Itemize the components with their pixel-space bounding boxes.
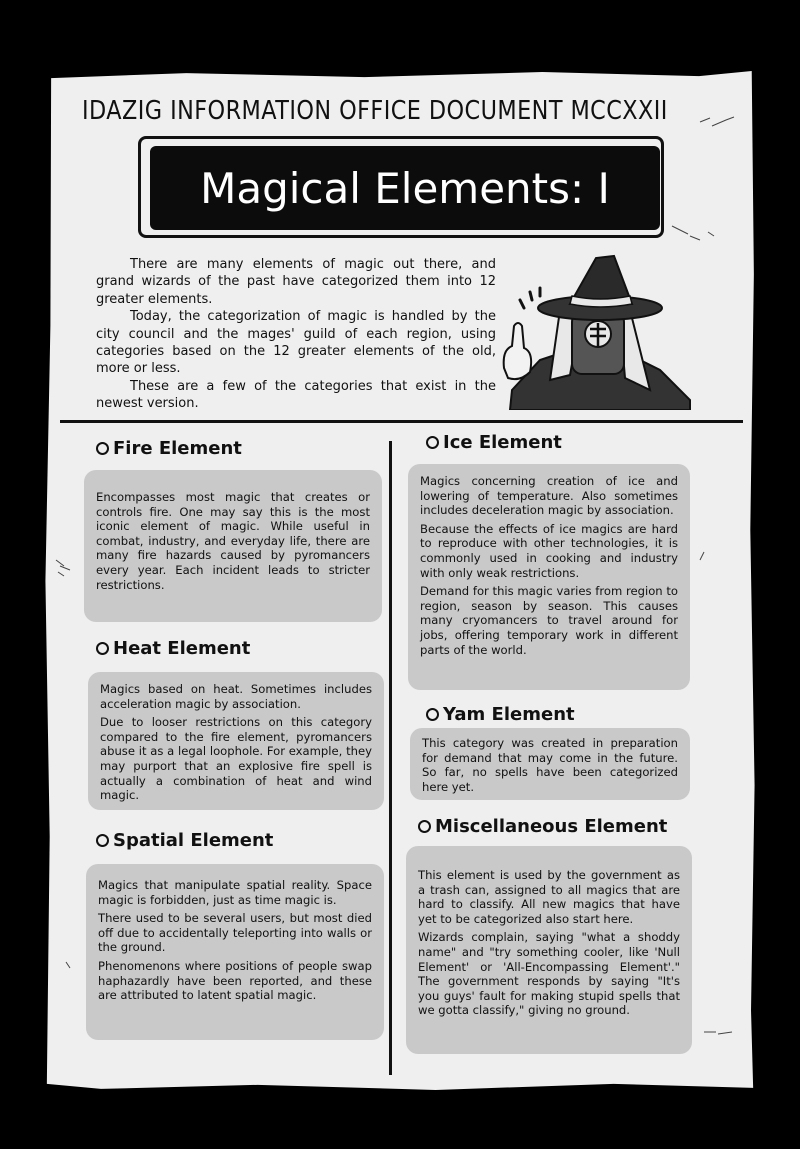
- misc-element-heading: [418, 816, 667, 837]
- spatial-paragraph-1: Magics that manipulate spatial reality. Space magic is forbidden, just as time magic is.: [98, 878, 372, 907]
- section-divider-horizontal: [60, 420, 743, 423]
- heat-paragraph-1: Magics based on heat. Sometimes includes acceleration magic by association.: [100, 682, 372, 711]
- page-title: Magical Elements: I: [150, 146, 660, 230]
- wizard-illustration: [500, 250, 700, 410]
- spatial-paragraph-2: There used to be several users, but most died off due to accidentally teleporting into walls or the ground.: [98, 911, 372, 955]
- bullet-circle-icon: [96, 834, 109, 847]
- bullet-circle-icon: [426, 708, 439, 721]
- column-divider: [389, 441, 392, 1075]
- spatial-element-heading: [96, 830, 273, 851]
- bullet-circle-icon: [96, 642, 109, 655]
- yam-element-heading: [426, 704, 575, 725]
- ice-paragraph-3: Demand for this magic varies from region to region, season by season. This causes many cryomancers to travel around for jobs, offering temporary work in different parts of the world.: [420, 584, 678, 657]
- spatial-element-box: [86, 864, 384, 1040]
- fire-element-box: [84, 470, 382, 622]
- intro-paragraph-1: There are many elements of magic out there, and grand wizards of the past have categorized them into 12 greater elements.: [96, 257, 496, 307]
- misc-element-box: [406, 846, 692, 1054]
- fire-element-heading: [96, 438, 242, 459]
- intro-text: [96, 256, 496, 413]
- spatial-paragraph-3: Phenomenons where positions of people swap haphazardly have been reported, and these are attributed to latent spatial magic.: [98, 958, 372, 1003]
- ice-paragraph-2: Because the effects of ice magics are hard to reproduce with other technologies, it is commonly used in cooking and industry with only weak restrictions.: [420, 521, 678, 580]
- ice-element-heading: [426, 432, 562, 453]
- misc-paragraph-1: This element is used by the government as a trash can, assigned to all magics that are hard to classify. All new magics that have yet to be categorized also start here.: [418, 868, 680, 926]
- document-header: IDAZIG INFORMATION OFFICE DOCUMENT MCCXXII: [82, 96, 668, 126]
- ice-element-box: [408, 464, 690, 690]
- intro-paragraph-2: Today, the categorization of magic is handled by the city council and the mages' guild of each region, using categories based on the 12 greater elements of the old, more or less.: [96, 309, 496, 377]
- bullet-circle-icon: [418, 820, 431, 833]
- heat-element-box: [88, 672, 384, 810]
- heat-element-title: Heat Element: [113, 638, 251, 659]
- yam-paragraph-1: This category was created in preparation for demand that may come in the future. So far, no spells have been categorized here yet.: [422, 736, 678, 794]
- spatial-element-title: Spatial Element: [113, 830, 274, 851]
- ice-element-title: Ice Element: [443, 432, 562, 453]
- fire-element-title: Fire Element: [113, 438, 242, 459]
- intro-paragraph-3: These are a few of the categories that exist in the newest version.: [96, 378, 496, 412]
- misc-paragraph-2: Wizards complain, saying "what a shoddy name" and "try something cooler, like 'Null Element' or 'All-Encompassing Element'." The government responds by saying "It's you guys' fault for making stupid spells that we gotta classify," giving no ground.: [418, 930, 680, 1018]
- bullet-circle-icon: [96, 442, 109, 455]
- heat-paragraph-2: Due to looser restrictions on this category compared to the fire element, pyromancers abuse it as a legal loophole. For example, they may purport that an explosive fire spell is actually a combination of heat and wind magic.: [100, 715, 372, 803]
- ice-paragraph-1: Magics concerning creation of ice and lowering of temperature. Also sometimes includes deceleration magic by association.: [420, 474, 678, 518]
- yam-element-box: [410, 728, 690, 800]
- bullet-circle-icon: [426, 436, 439, 449]
- fire-paragraph-1: Encompasses most magic that creates or controls fire. One may say this is the most iconic element of magic. While useful in combat, industry, and everyday life, there are many fire hazards caused by pyromancers every year. Each incident leads to stricter restrictions.: [96, 490, 370, 592]
- heat-element-heading: [96, 638, 250, 659]
- misc-element-title: Miscellaneous Element: [435, 816, 668, 837]
- yam-element-title: Yam Element: [443, 704, 575, 725]
